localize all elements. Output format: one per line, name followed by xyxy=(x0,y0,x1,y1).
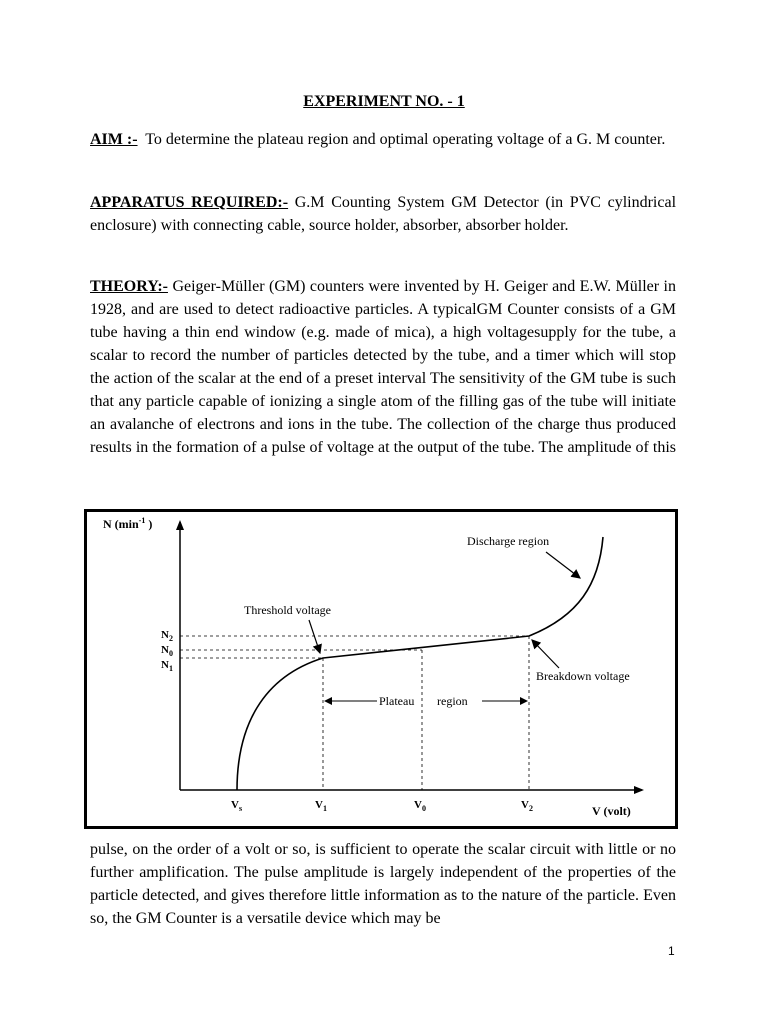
x-axis-label: V (volt) xyxy=(592,804,631,818)
page-number: 1 xyxy=(668,944,675,958)
x-axis-arrow-icon xyxy=(634,786,644,794)
characteristic-curve xyxy=(237,537,603,790)
aim-paragraph xyxy=(90,128,676,151)
y-tick-label-n0: $N_0$ xyxy=(161,644,173,658)
continuation-paragraph: pulse, on the order of a volt or so, is sufficient to operate the scalar circuit with little or no further amplification. The pulse amplitude is largely independent of the properties of the particle detected, and gives therefore little information as to the nature of the particle. Even so, the GM Counter is a versatile device which may be xyxy=(90,841,676,927)
threshold-voltage-label: Threshold voltage xyxy=(244,603,331,617)
aim-heading: AIM :- xyxy=(90,131,138,148)
x-tick-label-vs: $V_s$ xyxy=(231,799,243,813)
page-title: EXPERIMENT NO. - 1 xyxy=(303,93,465,110)
breakdown-arrow-icon xyxy=(532,640,559,668)
gm-plateau-figure xyxy=(84,509,678,829)
y-tick-label-n2: $N_2$ xyxy=(161,629,173,643)
discharge-region-label: Discharge region xyxy=(467,534,550,548)
theory-paragraph xyxy=(90,275,676,459)
y-axis-arrow-icon xyxy=(176,520,184,530)
y-axis-label: N ($\min^{-1}$ ) xyxy=(103,516,153,531)
discharge-arrow-icon xyxy=(546,552,580,578)
x-tick-label-v1: $V_1$ xyxy=(315,799,327,813)
x-tick-label-v0: $V_0$ xyxy=(414,799,426,813)
theory-heading: THEORY:- xyxy=(90,278,168,295)
threshold-arrow-icon xyxy=(309,620,320,653)
gm-plateau-diagram xyxy=(87,512,675,826)
apparatus-heading: APPARATUS REQUIRED:- xyxy=(90,194,289,211)
y-tick-label-n1: $N_1$ xyxy=(161,659,173,673)
region-label: region xyxy=(437,694,468,708)
apparatus-paragraph xyxy=(90,191,676,237)
breakdown-voltage-label: Breakdown voltage xyxy=(536,669,630,683)
plateau-label: Plateau xyxy=(379,694,415,708)
aim-text: To determine the plateau region and optimal operating voltage of a G. M counter. xyxy=(145,131,666,148)
apparatus-text: G.M Counting System GM Detector (in PVC cylindrical enclosure) with connecting cable, source holder, absorber, absorber holder. xyxy=(90,194,677,234)
theory-text: Geiger-Müller (GM) counters were invented by H. Geiger and E.W. Müller in 1928, and are used to detect radioactive particles. A typicalGM Counter consists of a GM tube having a thin end window (e.g. made of mica), a high voltagesupply for the tube, a scalar to record the number of particles detected by the tube, and a timer which will stop the action of the scalar at the end of a preset interval The sensitivity of the GM tube is such that any particle capable of ionizing a single atom of the filling gas of the tube will initiate an avalanche of electrons and ions in the tube. The collection of the charge thus produced results in the formation of a pulse of voltage at the output of the tube. The amplitude of this xyxy=(90,278,676,456)
x-tick-label-v2: $V_2$ xyxy=(521,799,533,813)
